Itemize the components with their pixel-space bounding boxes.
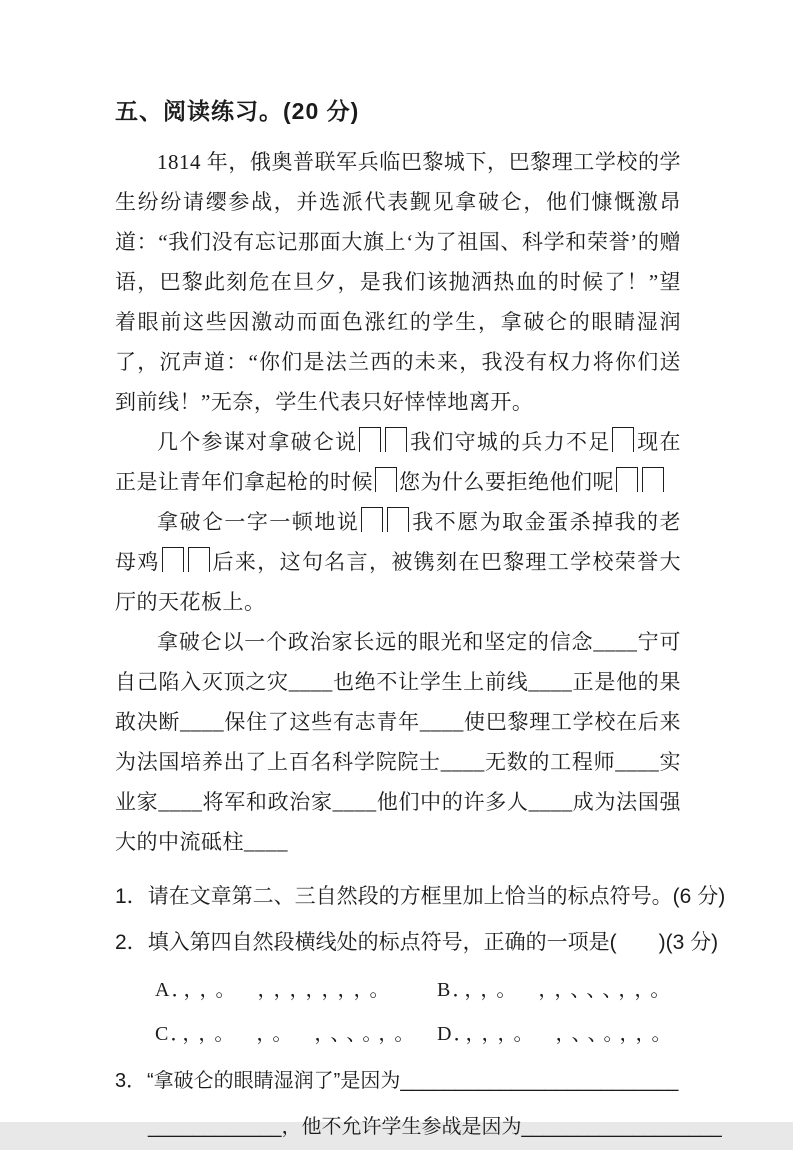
option-c-label: C． — [155, 1023, 183, 1045]
section-heading: 五、阅读练习。(20 分) — [115, 98, 360, 124]
punctuation-answer-box — [612, 427, 634, 452]
passage-paragraph-2: 几个参谋对拿破仑说 我们守城的兵力不足 现在正是让青年们拿起枪的时候 您为什么要拒绝他们呢 — [115, 422, 681, 502]
question-2-options — [155, 968, 681, 1056]
passage-paragraph-3: 拿破仑一字一顿地说 我不愿为取金蛋杀掉我的老母鸡 后来，这句名言，被镌刻在巴黎理工学校荣誉大厅的天花板上。 — [115, 502, 681, 622]
punctuation-answer-box — [361, 507, 383, 532]
option-d-marks: ，，，。 ，、、。，，。 — [465, 1023, 678, 1045]
question-1-text: 请在文章第二、三自然段的方框里加上恰当的标点符号。(6 分) — [147, 885, 726, 908]
punctuation-answer-box — [188, 547, 210, 572]
option-a — [155, 968, 437, 1012]
question-1 — [115, 874, 726, 920]
option-c-marks: ，，。 ，。 ，、、。，。 — [182, 1023, 421, 1045]
options-row-2 — [155, 1012, 681, 1056]
passage-paragraph-4: 拿破仑以一个政治家长远的眼光和坚定的信念____宁可自己陷入灭顶之灾____也绝不让学生上前线____正是他的果敢决断____保住了这些有志青年____使巴黎理工学校在后来为法国培养出了上百名科学院院士____无数的工程师____实业家____将军和政治家____他们中的许多人____成为法国强大的中流砥柱____ — [115, 630, 681, 854]
option-b — [437, 968, 676, 1012]
question-3-number: 3． — [115, 1070, 147, 1092]
punctuation-answer-box — [385, 427, 407, 452]
reading-passage — [115, 142, 681, 862]
question-3 — [115, 1058, 681, 1104]
punctuation-answer-box — [162, 547, 184, 572]
punctuation-answer-box — [642, 467, 664, 492]
passage-paragraph-1: 1814 年，俄奥普联军兵临巴黎城下，巴黎理工学校的学生纷纷请缨参战，并选派代表觐见拿破仑，他们慷慨激昂道：“我们没有忘记那面大旗上‘为了祖国、科学和荣誉’的赠语，巴黎此刻危在旦夕，是我们该抛洒热血的时候了！”望着眼前这些因激动而面色涨红的学生，拿破仑的眼睛湿润了，沉声道：“你们是法兰西的未来，我没有权力将你们送到前线！”无奈，学生代表只好悻悻地离开。 — [115, 150, 681, 414]
question-1-number: 1． — [115, 885, 148, 908]
options-row-1 — [155, 968, 681, 1012]
punctuation-answer-box — [616, 467, 638, 492]
option-c — [155, 1012, 437, 1056]
punctuation-answer-box — [387, 507, 409, 532]
option-a-marks: ，，。 ，，，，，，，。 — [183, 979, 396, 1001]
question-3-text-line1: “拿破仑的眼睛湿润了”是因为_________________________ — [147, 1070, 679, 1092]
questions-section — [115, 874, 726, 1150]
option-d — [437, 1012, 677, 1056]
option-d-label: D． — [437, 1023, 466, 1045]
punctuation-answer-box — [375, 467, 397, 492]
question-2 — [115, 920, 719, 966]
option-b-marks: ，，。 ，，、、、，，。 — [464, 979, 677, 1001]
option-b-label: B． — [437, 979, 465, 1001]
punctuation-answer-box — [359, 427, 381, 452]
question-3-line2: ____________，他不允许学生参战是因为__________________ — [148, 1116, 722, 1138]
question-2-number: 2． — [115, 931, 148, 954]
option-a-label: A． — [155, 979, 184, 1001]
question-2-text: 填入第四自然段横线处的标点符号，正确的一项是( )(3 分) — [147, 931, 719, 954]
